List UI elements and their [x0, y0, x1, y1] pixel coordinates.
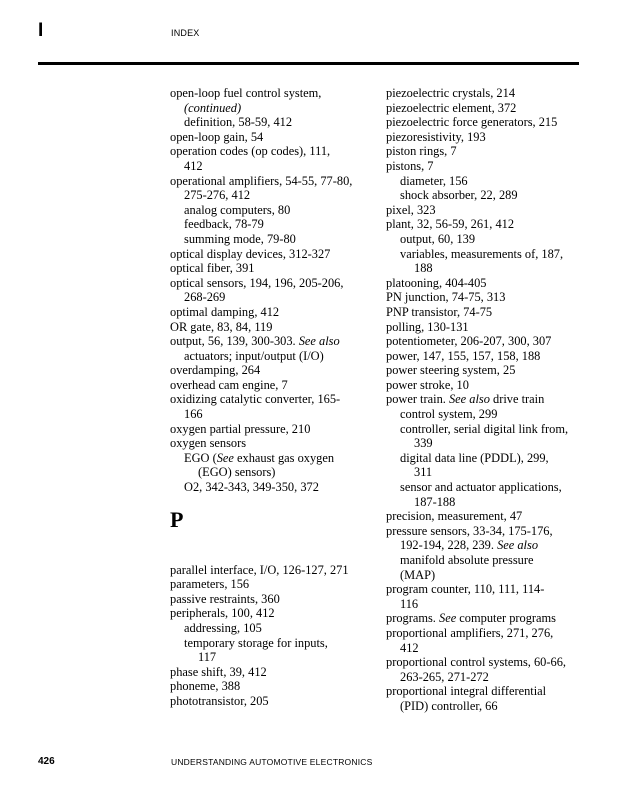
index-entry: 311	[414, 465, 433, 480]
index-entry: plant, 32, 56-59, 261, 412	[386, 217, 515, 232]
index-entry: phoneme, 388	[170, 679, 241, 694]
index-entry: (PID) controller, 66	[400, 698, 498, 713]
index-entry: diameter, 156	[400, 173, 468, 188]
index-entry: piezoelectric crystals, 214	[386, 86, 516, 100]
index-entry: pistons, 7	[386, 158, 434, 173]
index-column-right	[386, 86, 586, 714]
index-entry: power stroke, 10	[386, 377, 469, 392]
index-entry: 268-269	[184, 290, 226, 305]
index-entry: 188	[414, 261, 433, 276]
section-letter-header: I	[38, 20, 44, 41]
index-entry: OR gate, 83, 84, 119	[170, 319, 273, 334]
index-entry: program counter, 110, 111, 114-	[386, 582, 545, 597]
index-entry: optical sensors, 194, 196, 205-206,	[170, 275, 344, 290]
index-entry: proportional amplifiers, 271, 276,	[386, 625, 554, 640]
index-entry: oxidizing catalytic converter, 165-	[170, 392, 341, 407]
index-entry: output, 60, 139	[400, 231, 476, 246]
index-entry: power, 147, 155, 157, 158, 188	[386, 348, 541, 363]
index-entry: polling, 130-131	[386, 319, 469, 334]
index-entry: 192-194, 228, 239. See also	[400, 538, 539, 553]
header-rule	[38, 62, 579, 65]
index-entry: O2, 342-343, 349-350, 372	[184, 480, 319, 495]
index-entry: 275-276, 412	[184, 188, 251, 203]
index-entry: parameters, 156	[170, 577, 250, 592]
index-entry: optical display devices, 312-327	[170, 246, 331, 261]
index-entry: (EGO) sensors)	[198, 465, 276, 480]
index-entry: piezoelectric element, 372	[386, 100, 517, 115]
index-entry: feedback, 78-79	[184, 217, 264, 232]
index-entry: platooning, 404-405	[386, 275, 487, 290]
index-entries-p	[170, 563, 370, 709]
index-entry: summing mode, 79-80	[184, 231, 296, 246]
running-header-title: INDEX	[171, 28, 200, 38]
index-entry: peripherals, 100, 412	[170, 606, 275, 621]
index-entry: pressure sensors, 33-34, 175-176,	[386, 523, 553, 538]
index-entries-o	[170, 86, 370, 495]
index-entry: oxygen sensors	[170, 436, 247, 451]
index-entry: output, 56, 139, 300-303. See also	[170, 334, 340, 349]
index-entry: proportional control systems, 60-66,	[386, 655, 566, 670]
index-entry: piston rings, 7	[386, 144, 457, 159]
index-entry: proportional integral differential	[386, 684, 547, 699]
index-entry: control system, 299	[400, 407, 498, 422]
index-entry: programs. See computer programs	[386, 611, 556, 626]
index-entry: EGO (See exhaust gas oxygen	[184, 450, 335, 465]
index-entry: shock absorber, 22, 289	[400, 188, 518, 203]
index-entry: (MAP)	[400, 567, 436, 582]
index-entry: 187-188	[414, 494, 456, 509]
index-entry: power train. See also drive train	[386, 392, 545, 407]
page-number: 426	[38, 756, 55, 767]
index-entry: phase shift, 39, 412	[170, 664, 267, 679]
index-entry: definition, 58-59, 412	[184, 115, 293, 130]
index-entry: temporary storage for inputs,	[184, 635, 328, 650]
index-entry: open-loop gain, 54	[170, 129, 264, 144]
index-column-left	[170, 86, 370, 709]
index-entry: (continued)	[184, 100, 242, 115]
index-entry: power steering system, 25	[386, 363, 516, 378]
index-entry: 412	[400, 640, 419, 655]
section-heading-p: P	[170, 506, 184, 532]
index-entry: passive restraints, 360	[170, 591, 280, 606]
index-entry: phototransistor, 205	[170, 693, 269, 708]
index-entry: operational amplifiers, 54-55, 77-80,	[170, 173, 353, 188]
index-entry: manifold absolute pressure	[400, 553, 534, 567]
index-entry: overdamping, 264	[170, 363, 261, 378]
index-entry: 116	[400, 596, 419, 611]
index-entry: addressing, 105	[184, 621, 262, 635]
index-entries-p-continued	[386, 86, 586, 714]
index-entry: variables, measurements of, 187,	[400, 246, 564, 261]
index-entry: optimal damping, 412	[170, 304, 280, 319]
index-entry: digital data line (PDDL), 299,	[400, 450, 549, 465]
index-entry: pixel, 323	[386, 202, 436, 217]
index-entry: sensor and actuator applications,	[400, 480, 562, 495]
index-entry: optical fiber, 391	[170, 261, 255, 276]
index-entry: 412	[184, 158, 203, 173]
index-entry: piezoelectric force generators, 215	[386, 115, 558, 130]
index-entry: PN junction, 74-75, 313	[386, 290, 506, 305]
index-entry: potentiometer, 206-207, 300, 307	[386, 334, 552, 349]
index-entry: precision, measurement, 47	[386, 509, 523, 524]
running-footer-title: UNDERSTANDING AUTOMOTIVE ELECTRONICS	[171, 757, 373, 767]
index-entry: actuators; input/output (I/O)	[184, 348, 324, 363]
index-entry: PNP transistor, 74-75	[386, 304, 493, 319]
index-entry: operation codes (op codes), 111,	[170, 144, 331, 159]
index-entry: piezoresistivity, 193	[386, 129, 486, 144]
index-entry: 117	[198, 650, 217, 665]
index-entry: open-loop fuel control system,	[170, 86, 322, 100]
index-entry: 166	[184, 407, 203, 422]
index-entry: 263-265, 271-272	[400, 669, 489, 684]
index-entry: parallel interface, I/O, 126-127, 271	[170, 562, 349, 577]
index-entry: overhead cam engine, 7	[170, 377, 288, 392]
index-entry: 339	[414, 436, 433, 451]
index-entry: controller, serial digital link from,	[400, 421, 569, 436]
index-entry: oxygen partial pressure, 210	[170, 421, 311, 436]
index-entry: analog computers, 80	[184, 202, 291, 217]
